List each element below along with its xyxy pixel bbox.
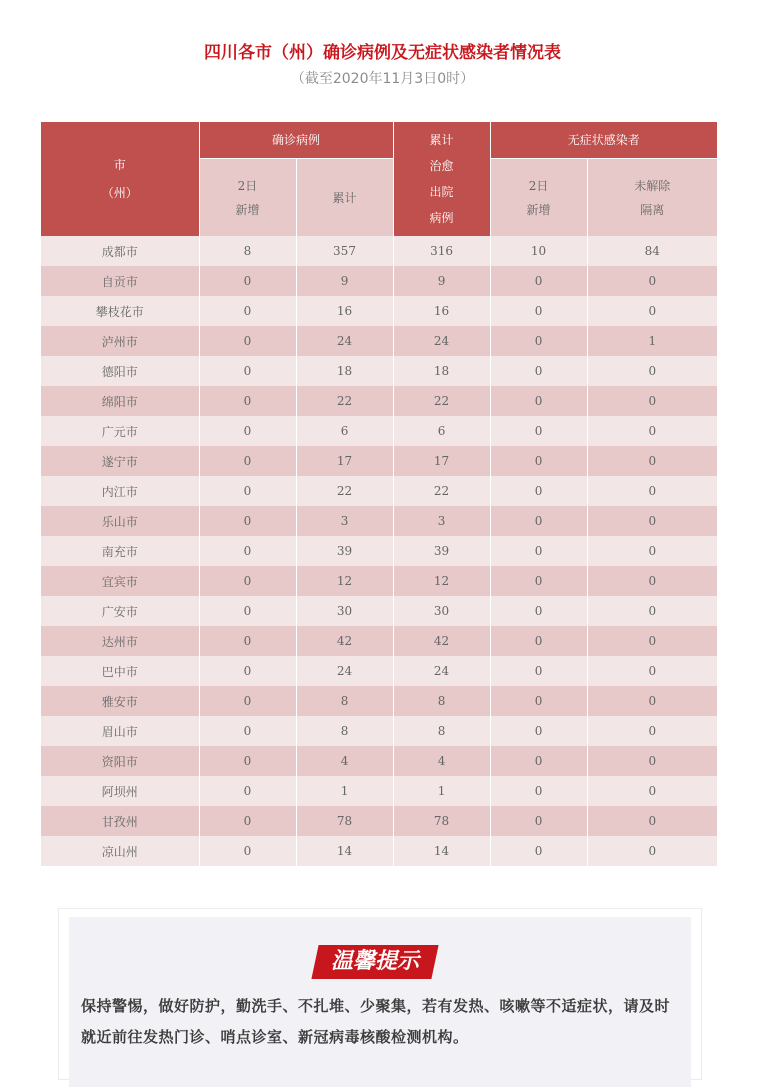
table-row <box>41 236 717 266</box>
cell-asym-iso: 0 <box>587 566 717 596</box>
cell-city: 广安市 <box>41 596 199 626</box>
cell-asym-iso: 84 <box>587 236 717 266</box>
table-row <box>41 716 717 746</box>
cell-new: 0 <box>199 686 296 716</box>
page-title: 四川各市（州）确诊病例及无症状感染者情况表 <box>204 43 561 63</box>
cell-city: 眉山市 <box>41 716 199 746</box>
cell-asym-iso: 0 <box>587 296 717 326</box>
cell-new: 0 <box>199 626 296 656</box>
table-row <box>41 356 717 386</box>
cell-asym-new: 10 <box>490 236 587 266</box>
cases-table <box>41 122 717 866</box>
cell-cured: 78 <box>393 806 490 836</box>
cell-cured: 24 <box>393 326 490 356</box>
table-row <box>41 746 717 776</box>
cell-total: 30 <box>296 596 393 626</box>
cell-asym-iso: 0 <box>587 746 717 776</box>
table-row <box>41 836 717 866</box>
cell-cured: 24 <box>393 656 490 686</box>
cell-total: 6 <box>296 416 393 446</box>
cell-cured: 4 <box>393 746 490 776</box>
cell-new: 0 <box>199 716 296 746</box>
cell-cured: 16 <box>393 296 490 326</box>
cell-asym-new: 0 <box>490 326 587 356</box>
cell-total: 3 <box>296 506 393 536</box>
cell-asym-iso: 0 <box>587 536 717 566</box>
cell-total: 18 <box>296 356 393 386</box>
cell-cured: 9 <box>393 266 490 296</box>
cell-total: 12 <box>296 566 393 596</box>
cell-city: 自贡市 <box>41 266 199 296</box>
cell-city: 阿坝州 <box>41 776 199 806</box>
page-subtitle: （截至2020年11月3日0时） <box>290 71 475 87</box>
table-row <box>41 506 717 536</box>
cell-new: 0 <box>199 446 296 476</box>
cell-city: 德阳市 <box>41 356 199 386</box>
cell-city: 雅安市 <box>41 686 199 716</box>
cell-asym-iso: 0 <box>587 356 717 386</box>
cell-asym-iso: 0 <box>587 806 717 836</box>
cell-total: 4 <box>296 746 393 776</box>
cell-total: 8 <box>296 716 393 746</box>
cell-new: 0 <box>199 836 296 866</box>
cell-cured: 316 <box>393 236 490 266</box>
table-row <box>41 326 717 356</box>
table-row <box>41 446 717 476</box>
cell-asym-iso: 0 <box>587 656 717 686</box>
cell-cured: 6 <box>393 416 490 446</box>
header-asym-new: 2日 新增 <box>490 159 587 237</box>
cell-new: 0 <box>199 296 296 326</box>
cell-asym-iso: 0 <box>587 266 717 296</box>
cell-cured: 1 <box>393 776 490 806</box>
cell-cured: 8 <box>393 716 490 746</box>
cell-city: 甘孜州 <box>41 806 199 836</box>
cell-asym-new: 0 <box>490 506 587 536</box>
cell-asym-new: 0 <box>490 416 587 446</box>
cell-new: 0 <box>199 506 296 536</box>
cell-cured: 22 <box>393 386 490 416</box>
cell-asym-new: 0 <box>490 356 587 386</box>
cell-city: 南充市 <box>41 536 199 566</box>
cell-asym-iso: 0 <box>587 446 717 476</box>
cell-new: 0 <box>199 326 296 356</box>
cell-city: 达州市 <box>41 626 199 656</box>
cell-cured: 22 <box>393 476 490 506</box>
cell-new: 0 <box>199 536 296 566</box>
cell-city: 遂宁市 <box>41 446 199 476</box>
header-discharged: 累计 治愈 出院 病例 <box>393 122 490 236</box>
cell-new: 0 <box>199 806 296 836</box>
table-row <box>41 296 717 326</box>
cell-asym-new: 0 <box>490 446 587 476</box>
cell-new: 0 <box>199 596 296 626</box>
cell-new: 0 <box>199 476 296 506</box>
tip-text: 保持警惕，做好防护，勤洗手、不扎堆、少聚集，若有发热、咳嗽等不适症状，请及时就近前往发热门诊、哨点诊室、新冠病毒核酸检测机构。 <box>81 997 671 1046</box>
cell-asym-new: 0 <box>490 716 587 746</box>
cell-asym-new: 0 <box>490 386 587 416</box>
cell-asym-new: 0 <box>490 746 587 776</box>
cell-total: 24 <box>296 326 393 356</box>
header-asym-unreleased: 未解除 隔离 <box>587 159 717 237</box>
table-row <box>41 566 717 596</box>
cell-asym-new: 0 <box>490 266 587 296</box>
table-row <box>41 596 717 626</box>
table-row <box>41 536 717 566</box>
cell-asym-iso: 0 <box>587 686 717 716</box>
header-asym-group: 无症状感染者 <box>490 122 717 159</box>
cell-total: 22 <box>296 386 393 416</box>
table-row <box>41 386 717 416</box>
cell-cured: 39 <box>393 536 490 566</box>
cell-new: 0 <box>199 566 296 596</box>
cell-cured: 42 <box>393 626 490 656</box>
cell-city: 宜宾市 <box>41 566 199 596</box>
cell-asym-iso: 0 <box>587 716 717 746</box>
cell-total: 22 <box>296 476 393 506</box>
cell-total: 16 <box>296 296 393 326</box>
cell-asym-new: 0 <box>490 686 587 716</box>
cell-city: 成都市 <box>41 236 199 266</box>
cell-total: 357 <box>296 236 393 266</box>
table-row <box>41 686 717 716</box>
cell-total: 24 <box>296 656 393 686</box>
cell-new: 0 <box>199 746 296 776</box>
cell-total: 78 <box>296 806 393 836</box>
tip-box <box>58 908 702 1080</box>
tip-badge: 温馨提示 <box>330 949 419 974</box>
cell-city: 资阳市 <box>41 746 199 776</box>
cell-new: 0 <box>199 386 296 416</box>
cell-cured: 3 <box>393 506 490 536</box>
table-row <box>41 656 717 686</box>
cell-total: 1 <box>296 776 393 806</box>
cell-asym-iso: 0 <box>587 836 717 866</box>
cell-cured: 18 <box>393 356 490 386</box>
cell-city: 泸州市 <box>41 326 199 356</box>
header-confirmed-total: 累计 <box>296 159 393 237</box>
cell-total: 9 <box>296 266 393 296</box>
cell-cured: 12 <box>393 566 490 596</box>
cell-new: 0 <box>199 266 296 296</box>
cell-asym-new: 0 <box>490 776 587 806</box>
cell-asym-new: 0 <box>490 566 587 596</box>
cell-asym-iso: 0 <box>587 386 717 416</box>
tip-panel <box>69 917 691 1087</box>
cell-asym-new: 0 <box>490 536 587 566</box>
header-city: 市 （州） <box>41 122 199 236</box>
table-row <box>41 416 717 446</box>
cell-asym-new: 0 <box>490 626 587 656</box>
cell-cured: 14 <box>393 836 490 866</box>
cell-new: 8 <box>199 236 296 266</box>
cell-asym-new: 0 <box>490 596 587 626</box>
cell-cured: 30 <box>393 596 490 626</box>
cell-asym-new: 0 <box>490 476 587 506</box>
cell-new: 0 <box>199 416 296 446</box>
header-confirmed-group: 确诊病例 <box>199 122 393 159</box>
header-confirmed-new: 2日 新增 <box>199 159 296 237</box>
cell-total: 17 <box>296 446 393 476</box>
cell-asym-iso: 0 <box>587 626 717 656</box>
cell-asym-new: 0 <box>490 836 587 866</box>
cell-total: 14 <box>296 836 393 866</box>
cell-asym-iso: 0 <box>587 476 717 506</box>
table-row <box>41 476 717 506</box>
cell-total: 39 <box>296 536 393 566</box>
cell-asym-iso: 0 <box>587 416 717 446</box>
cell-new: 0 <box>199 356 296 386</box>
table-row <box>41 776 717 806</box>
table-body <box>41 236 717 866</box>
cell-asym-iso: 1 <box>587 326 717 356</box>
cell-asym-new: 0 <box>490 296 587 326</box>
cell-asym-iso: 0 <box>587 596 717 626</box>
cell-city: 绵阳市 <box>41 386 199 416</box>
cell-city: 广元市 <box>41 416 199 446</box>
table-row <box>41 266 717 296</box>
cell-city: 乐山市 <box>41 506 199 536</box>
table-row <box>41 626 717 656</box>
cell-city: 内江市 <box>41 476 199 506</box>
cell-city: 凉山州 <box>41 836 199 866</box>
cell-asym-iso: 0 <box>587 776 717 806</box>
cell-city: 巴中市 <box>41 656 199 686</box>
cell-total: 42 <box>296 626 393 656</box>
cell-asym-new: 0 <box>490 806 587 836</box>
cell-cured: 17 <box>393 446 490 476</box>
cell-total: 8 <box>296 686 393 716</box>
cell-city: 攀枝花市 <box>41 296 199 326</box>
cell-new: 0 <box>199 656 296 686</box>
cell-asym-iso: 0 <box>587 506 717 536</box>
table-row <box>41 806 717 836</box>
cell-asym-new: 0 <box>490 656 587 686</box>
cell-new: 0 <box>199 776 296 806</box>
cell-cured: 8 <box>393 686 490 716</box>
